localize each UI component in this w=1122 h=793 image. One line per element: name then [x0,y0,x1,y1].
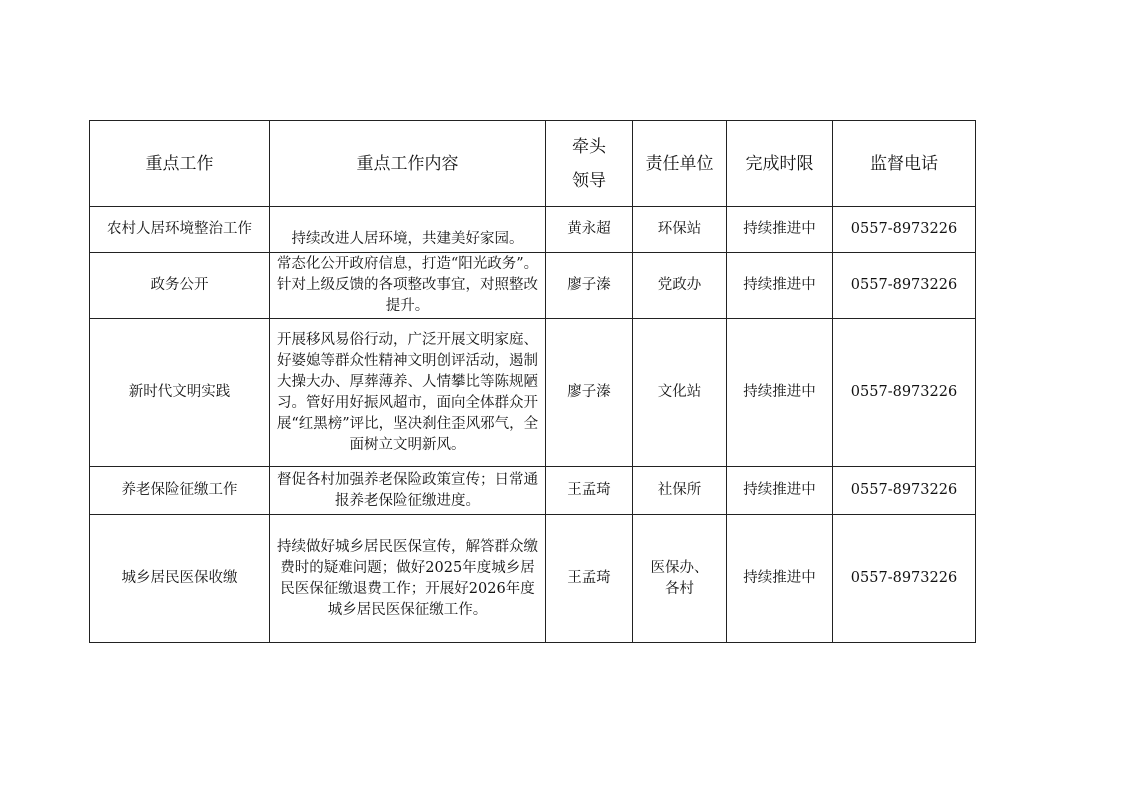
table-row [90,319,976,467]
cell-content-text: 持续改进人居环境，共建美好家园。 [291,231,524,247]
cell-content: 常态化公开政府信息，打造“阳光政务”。针对上级反馈的各项整改事宜，对照整改提升。 [270,253,546,319]
header-row [90,121,976,207]
table-row [90,467,976,515]
header-deadline: 完成时限 [727,121,833,207]
cell-leader: 王孟琦 [546,515,633,643]
cell-leader: 王孟琦 [546,467,633,515]
cell-leader: 廖子溱 [546,319,633,467]
cell-work: 城乡居民医保收缴 [90,515,270,643]
cell-deadline: 持续推进中 [727,467,833,515]
cell-content [270,207,546,253]
cell-phone: 0557-8973226 [833,319,976,467]
table-row [90,515,976,643]
cell-content: 开展移风易俗行动，广泛开展文明家庭、好婆媳等群众性精神文明创评活动，遏制大操大办、厚葬薄养、人情攀比等陈规陋习。管好用好振风超市，面向全体群众开展“红黑榜”评比，坚决刹住歪风邪气，全面树立文明新风。 [270,319,546,467]
cell-unit: 党政办 [633,253,727,319]
cell-deadline: 持续推进中 [727,319,833,467]
cell-unit: 环保站 [633,207,727,253]
header-leader: 牵头领导 [546,121,633,207]
cell-deadline: 持续推进中 [727,515,833,643]
cell-phone: 0557-8973226 [833,207,976,253]
cell-unit: 文化站 [633,319,727,467]
cell-content: 持续做好城乡居民医保宣传，解答群众缴费时的疑难问题；做好2025年度城乡居民医保征缴退费工作；开展好2026年度城乡居民医保征缴工作。 [270,515,546,643]
cell-deadline: 持续推进中 [727,253,833,319]
work-table [89,120,976,643]
table-row [90,253,976,319]
cell-phone: 0557-8973226 [833,253,976,319]
cell-work: 养老保险征缴工作 [90,467,270,515]
cell-deadline: 持续推进中 [727,207,833,253]
cell-leader: 廖子溱 [546,253,633,319]
cell-leader: 黄永超 [546,207,633,253]
header-work: 重点工作 [90,121,270,207]
cell-content: 督促各村加强养老保险政策宣传；日常通报养老保险征缴进度。 [270,467,546,515]
cell-phone: 0557-8973226 [833,515,976,643]
cell-work: 政务公开 [90,253,270,319]
cell-work: 新时代文明实践 [90,319,270,467]
cell-phone: 0557-8973226 [833,467,976,515]
table-row [90,207,976,253]
header-phone: 监督电话 [833,121,976,207]
header-unit: 责任单位 [633,121,727,207]
header-content: 重点工作内容 [270,121,546,207]
cell-work: 农村人居环境整治工作 [90,207,270,253]
cell-unit: 医保办、各村 [633,515,727,643]
cell-unit: 社保所 [633,467,727,515]
